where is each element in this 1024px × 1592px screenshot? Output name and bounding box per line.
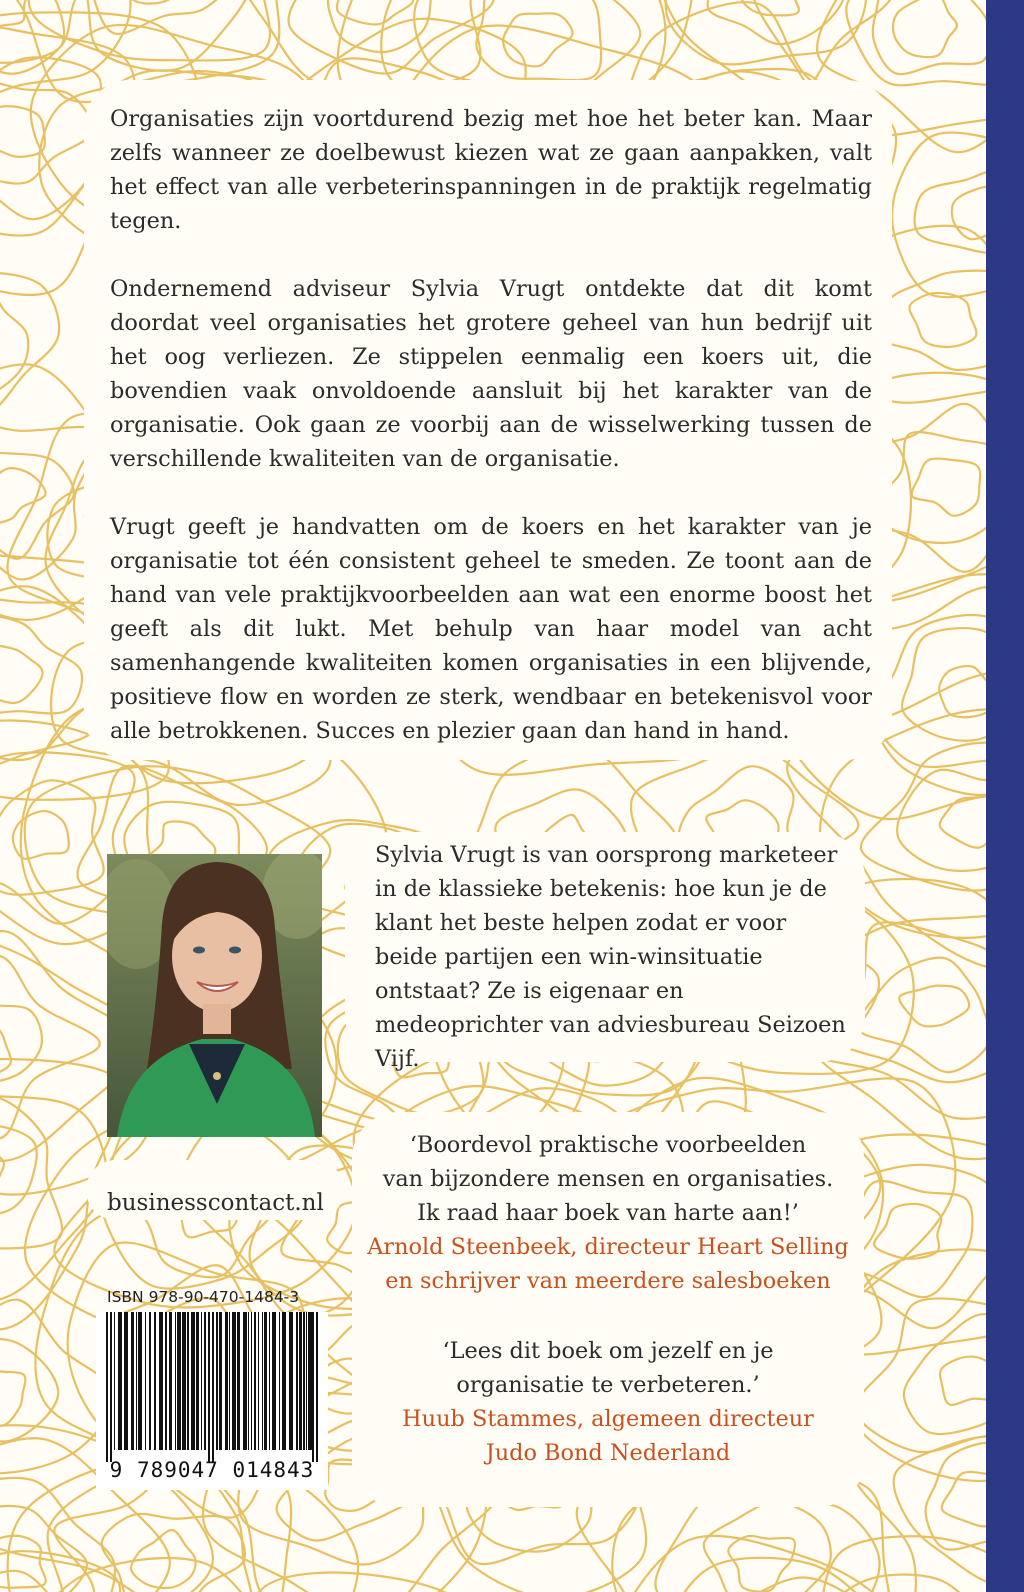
barcode: [96, 1312, 328, 1490]
barcode-digits: 9 789047 014843: [109, 1458, 315, 1482]
quote-2-attribution-line-1: Huub Stammes, algemeen directeur: [402, 1406, 814, 1432]
author-portrait-illustration: [107, 854, 322, 1137]
blurb-paragraph-2: Ondernemend adviseur Sylvia Vrugt ontdekte dat dit komt doordat veel organisaties het grotere geheel van hun bedrijf uit het oog verliezen. Ze stippelen eenmalig een koers uit, die bovendien vaak onvoldoende aansluit bij het karakter van de organisatie. Ook gaan ze voorbij aan de wisselwerking tussen de verschillende kwaliteiten van de organisatie.: [110, 276, 872, 472]
author-photo: [107, 854, 322, 1137]
quote-2-line-1: ‘Lees dit boek om jezelf en je: [442, 1338, 774, 1364]
blurb-paragraph-3: Vrugt geeft je handvatten om de koers en het karakter van je organisatie tot één consistent geheel te smeden. Ze toont aan de hand van vele praktijkvoorbeelden aan wat een enorme boost het geeft als dit lukt. Met behulp van haar model van acht samenhangende kwaliteiten komen organisaties in een blijvende, positieve flow en worden ze sterk, wendbaar en betekenisvol voor alle betrokkenen. Succes en plezier gaan dan hand in hand.: [110, 514, 872, 744]
quote-2: [352, 1334, 864, 1470]
publisher-website: businesscontact.nl: [107, 1190, 324, 1216]
isbn-label: ISBN 978-90-470-1484-3: [107, 1288, 300, 1306]
quote-1-attribution-line-2: en schrijver van meerdere salesboeken: [385, 1268, 831, 1294]
quote-1-line-3: Ik raad haar boek van harte aan!’: [417, 1200, 799, 1226]
quote-2-line-2: organisatie te verbeteren.’: [456, 1372, 760, 1398]
quote-1-line-2: van bijzondere mensen en organisaties.: [382, 1166, 834, 1192]
quote-1: [352, 1128, 864, 1298]
blurb-paragraph-1: Organisaties zijn voortdurend bezig met hoe het beter kan. Maar zelfs wanneer ze doelbewust kiezen wat ze gaan aanpakken, valt het effect van alle verbeterinspanningen in de praktijk regelmatig tegen.: [110, 106, 872, 234]
author-bio: Sylvia Vrugt is van oorsprong marketeer in de klassieke betekenis: hoe kun je de klant het beste helpen zodat er voor beide partijen een win-winsituatie ontstaat? Ze is eigenaar en medeoprichter van adviesbureau Seizoen Vijf.: [375, 842, 846, 1072]
barcode-bars: [96, 1312, 328, 1462]
book-spine-edge: [986, 0, 1024, 1592]
quote-1-line-1: ‘Boordevol praktische voorbeelden: [409, 1132, 807, 1158]
quote-1-attribution-line-1: Arnold Steenbeek, directeur Heart Selling: [367, 1234, 849, 1260]
quote-2-attribution-line-2: Judo Bond Nederland: [485, 1440, 731, 1466]
